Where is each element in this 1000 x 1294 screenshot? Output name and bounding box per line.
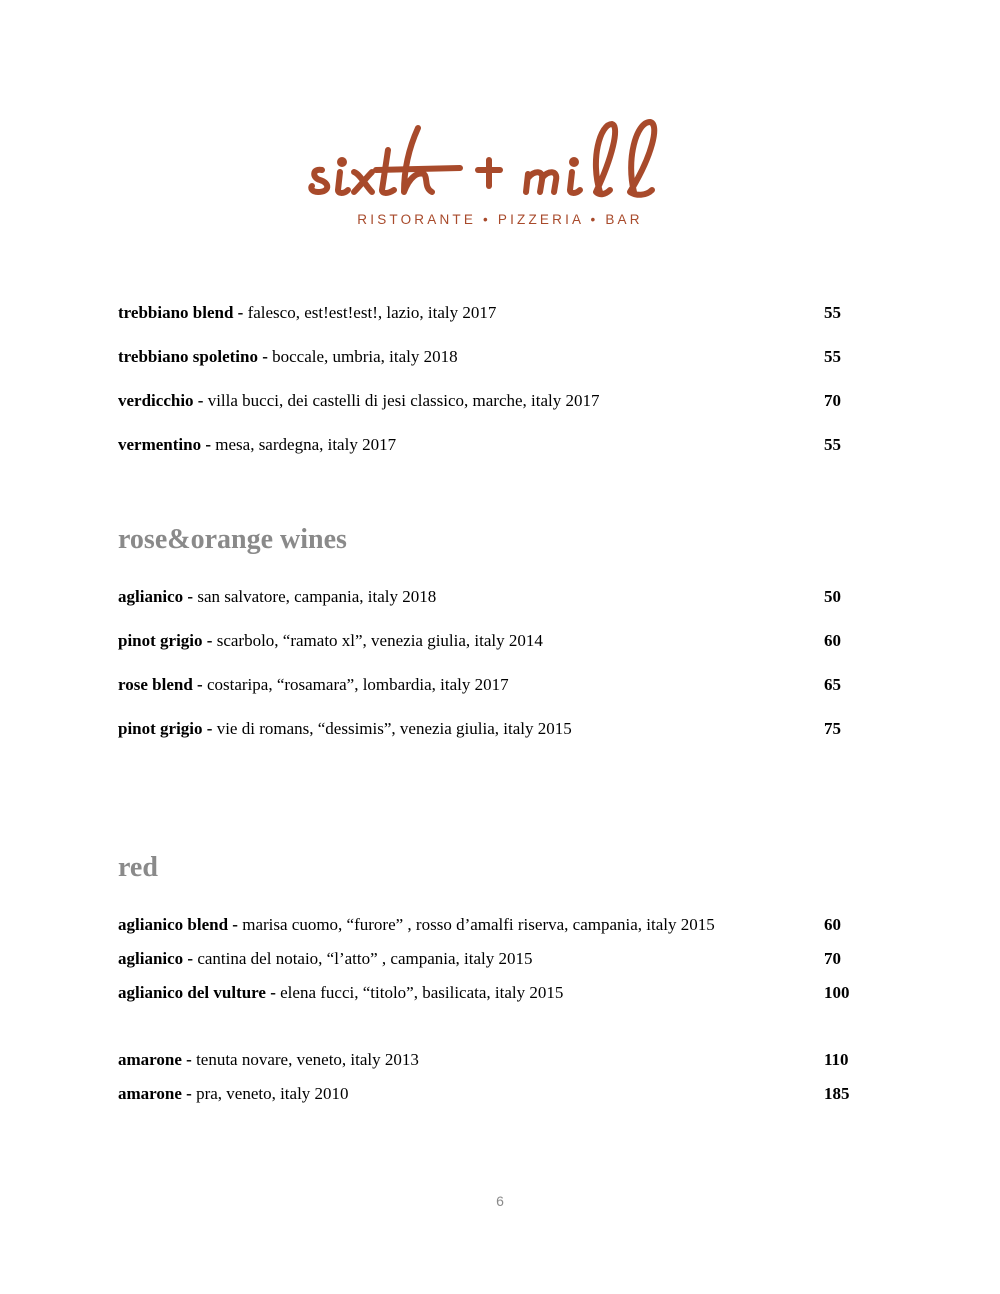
wine-grape: aglianico -	[118, 949, 194, 968]
wine-price: 185	[824, 1084, 850, 1103]
wine-grape: rose blend -	[118, 675, 203, 694]
wine-details: marisa cuomo, “furore” , rosso d’amalfi riserva, campania, italy 2015	[237, 915, 715, 934]
wine-row	[118, 389, 858, 413]
wine-grape: pinot grigio -	[118, 631, 213, 650]
wine-details: falesco, est!est!est!, lazio, italy 2017	[243, 303, 497, 322]
logo-subtitle: RISTORANTE • PIZZERIA • BAR	[357, 212, 643, 227]
wine-row	[118, 673, 858, 697]
wine-price: 110	[824, 1050, 849, 1069]
wine-grape: vermentino -	[118, 435, 212, 454]
wine-row	[118, 629, 858, 653]
wine-details: boccale, umbria, italy 2018	[267, 347, 458, 366]
wine-row	[118, 717, 858, 741]
wine-details: san salvatore, campania, italy 2018	[193, 587, 437, 606]
wine-grape: aglianico del vulture -	[118, 983, 276, 1002]
wine-price: 65	[824, 675, 841, 694]
section-rose-orange	[118, 523, 858, 738]
wine-details: costaripa, “rosamara”, lombardia, italy 2017	[202, 675, 509, 694]
wine-details: elena fucci, “titolo”, basilicata, italy 2015	[275, 983, 564, 1002]
sixth-mill-script-logo	[300, 110, 700, 205]
page-number: 6	[496, 1193, 504, 1209]
wine-row	[118, 981, 858, 1005]
wine-grape: pinot grigio -	[118, 719, 213, 738]
wine-price: 60	[824, 915, 841, 934]
wine-price: 75	[824, 719, 841, 738]
wine-price: 70	[824, 949, 841, 968]
wine-row	[118, 301, 858, 325]
wine-details: cantina del notaio, “l’atto” , campania, italy 2015	[193, 949, 533, 968]
wine-price: 50	[824, 587, 841, 606]
wine-details: pra, veneto, italy 2010	[191, 1084, 349, 1103]
wine-grape: aglianico -	[118, 587, 194, 606]
wine-price: 55	[824, 347, 841, 366]
wine-grape: amarone -	[118, 1084, 192, 1103]
wine-details: scarbolo, “ramato xl”, venezia giulia, italy 2014	[212, 631, 543, 650]
wine-grape: trebbiano blend -	[118, 303, 244, 322]
wine-grape: trebbiano spoletino -	[118, 347, 268, 366]
wine-row	[118, 433, 858, 457]
wine-details: mesa, sardegna, italy 2017	[211, 435, 397, 454]
wine-details: villa bucci, dei castelli di jesi classico, marche, italy 2017	[203, 391, 600, 410]
section-title: rose&orange wines	[118, 524, 347, 555]
wine-price: 60	[824, 631, 841, 650]
wine-row	[118, 1082, 858, 1106]
wine-row	[118, 947, 858, 971]
wine-row	[118, 345, 858, 369]
wine-details: vie di romans, “dessimis”, venezia giulia, italy 2015	[212, 719, 572, 738]
wine-row	[118, 1048, 858, 1072]
section-title: red	[118, 852, 158, 883]
wine-price: 70	[824, 391, 841, 410]
wine-row	[118, 913, 858, 937]
wine-grape: verdicchio -	[118, 391, 204, 410]
restaurant-logo	[300, 110, 700, 240]
wine-grape: aglianico blend -	[118, 915, 238, 934]
section-red	[118, 851, 858, 1103]
wine-price: 100	[824, 983, 850, 1002]
wine-price: 55	[824, 303, 841, 322]
wine-grape: amarone -	[118, 1050, 192, 1069]
wine-price: 55	[824, 435, 841, 454]
wine-row	[118, 585, 858, 609]
wine-details: tenuta novare, veneto, italy 2013	[191, 1050, 419, 1069]
